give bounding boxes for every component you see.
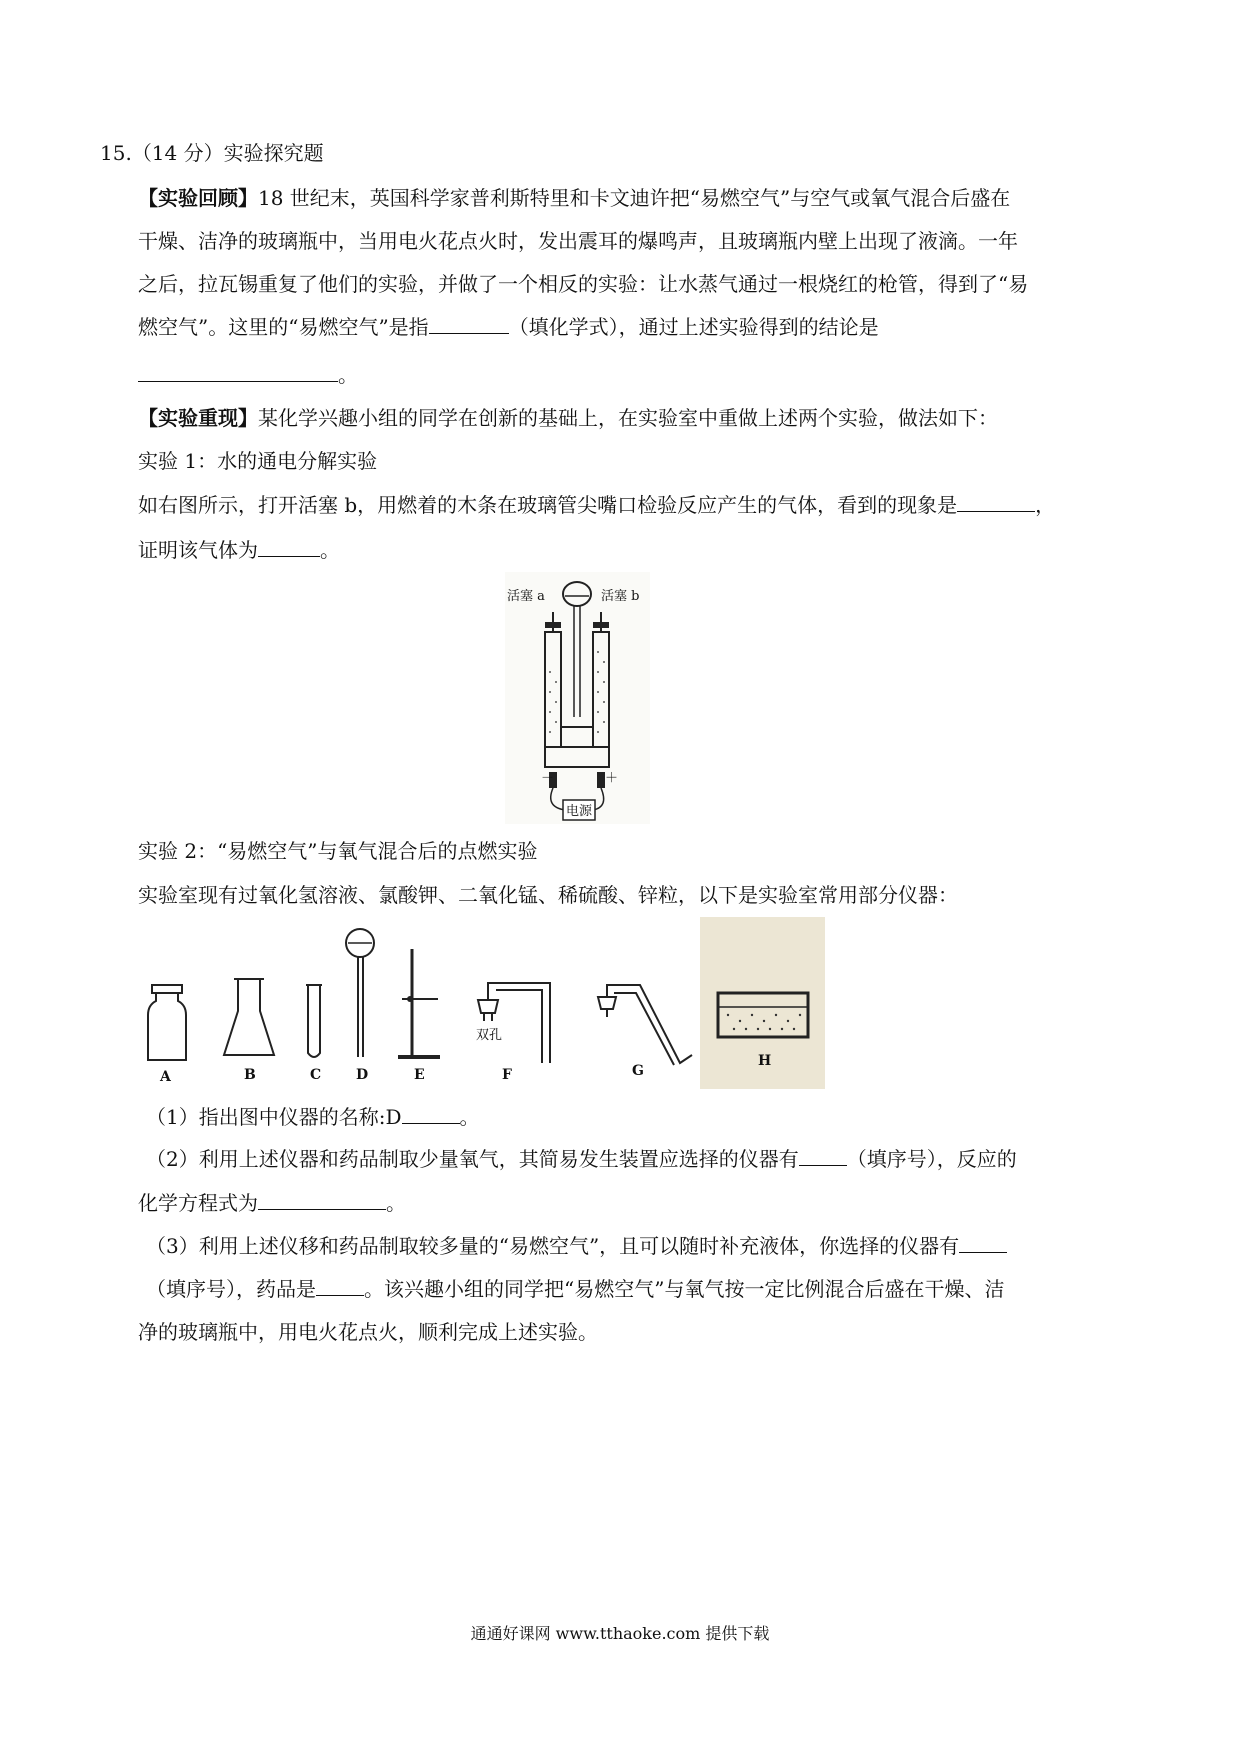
label-d: D (356, 1067, 369, 1083)
exp1-title: 实验 1：水的通电分解实验 (138, 449, 378, 473)
stopcock-b-label: 活塞 b (601, 589, 640, 604)
question-header (100, 140, 324, 166)
answer-blank-h2-apparatus[interactable] (959, 1234, 1007, 1253)
answer-blank-phenomenon[interactable] (957, 493, 1035, 512)
test-tube-c-icon (306, 985, 322, 1057)
label-a: A (160, 1069, 171, 1085)
plus-label: ＋ (605, 771, 619, 786)
stopper-tube-f-icon (476, 983, 550, 1063)
exp2-title: 实验 2：“易燃空气”与氧气混合后的点燃实验 (138, 839, 538, 863)
answer-blank-o2-apparatus[interactable] (799, 1147, 847, 1166)
exp2-reagents: 实验室现有过氧化氢溶液、氯酸钾、二氧化锰、稀硫酸、锌粒，以下是实验室常用部分仪器： (138, 883, 958, 907)
answer-blank-gas[interactable] (258, 538, 320, 557)
bottle-a-icon (148, 985, 186, 1060)
apparatus-figure (140, 915, 830, 1095)
answer-blank-equation[interactable] (258, 1191, 386, 1210)
answer-blank-reagents[interactable] (316, 1277, 364, 1296)
label-b: B (244, 1067, 256, 1083)
two-hole-label: 双孔 (476, 1028, 503, 1043)
label-c: C (310, 1067, 322, 1083)
q3-line-1: （3）利用上述仪移和药品制取较多量的“易燃空气”，且可以随时补充液体，你选择的仪器有 (146, 1233, 1007, 1259)
stopper-tube-g-icon (598, 985, 692, 1065)
question-type: 实验探究题 (223, 141, 324, 165)
reproduce-line: 【实验重现】某化学兴趣小组的同学在创新的基础上，在实验室中重做上述两个实验，做法如下： (138, 406, 998, 430)
stopcock-a-label: 活塞 a (507, 589, 545, 604)
label-h: H (758, 1053, 772, 1069)
q2-line-1: （2）利用上述仪器和药品制取少量氧气，其简易发生装置应选择的仪器有 （填序号），反应的 (146, 1147, 1017, 1171)
review-line-1: 【实验回顾】18 世纪末，英国科学家普利斯特里和卡文迪许把“易燃空气”与空气或氧气混合后盛在 (138, 186, 1011, 210)
review-line-4: 燃空气”。这里的“易燃空气”是指 （填化学式），通过上述实验得到的结论是 (138, 315, 879, 339)
review-line-2: 干燥、洁净的玻璃瓶中，当用电火花点火时，发出震耳的爆鸣声，且玻璃瓶内壁上出现了液滴。一年 (138, 229, 1018, 253)
review-line-3: 之后，拉瓦锡重复了他们的实验，并做了一个相反的实验：让水蒸气通过一根烧红的枪管，得到了“易 (138, 272, 1029, 296)
review-line-5: 。 (138, 362, 358, 388)
question-number: 15. (100, 141, 132, 165)
exp1-line-2: 证明该气体为 。 (138, 538, 340, 562)
reproduce-tag: 【实验重现】 (138, 406, 258, 430)
q2-line-2: 化学方程式为 。 (138, 1191, 406, 1215)
iron-stand-e-icon (398, 949, 440, 1057)
answer-blank-d-name[interactable] (402, 1105, 460, 1124)
label-g: G (632, 1063, 644, 1079)
power-label: 电源 (566, 804, 593, 819)
label-f: F (502, 1067, 512, 1083)
answer-blank-conclusion[interactable] (138, 363, 338, 382)
q3-line-3: 净的玻璃瓶中，用电火花点火，顺利完成上述实验。 (138, 1320, 598, 1344)
page-footer: 通通好课网 www.tthaoke.com 提供下载 (470, 1624, 770, 1643)
answer-blank-formula[interactable] (429, 315, 509, 334)
question-points: （14 分） (131, 141, 224, 165)
q3-line-2: （填序号），药品是 。该兴趣小组的同学把“易燃空气”与氧气按一定比例混合后盛在干燥、洁 (146, 1277, 1005, 1301)
minus-label: － (541, 771, 555, 786)
conical-flask-b-icon (224, 979, 274, 1055)
funnel-d-icon (346, 929, 374, 1057)
q1-line: （1）指出图中仪器的名称:D 。 (146, 1105, 480, 1129)
exp1-line-1: 如右图所示，打开活塞 b，用燃着的木条在玻璃管尖嘴口检验反应产生的气体，看到的现象是 ， (138, 493, 1056, 517)
label-e: E (414, 1067, 425, 1083)
electrolysis-figure (505, 572, 650, 824)
review-tag: 【实验回顾】 (138, 186, 258, 210)
